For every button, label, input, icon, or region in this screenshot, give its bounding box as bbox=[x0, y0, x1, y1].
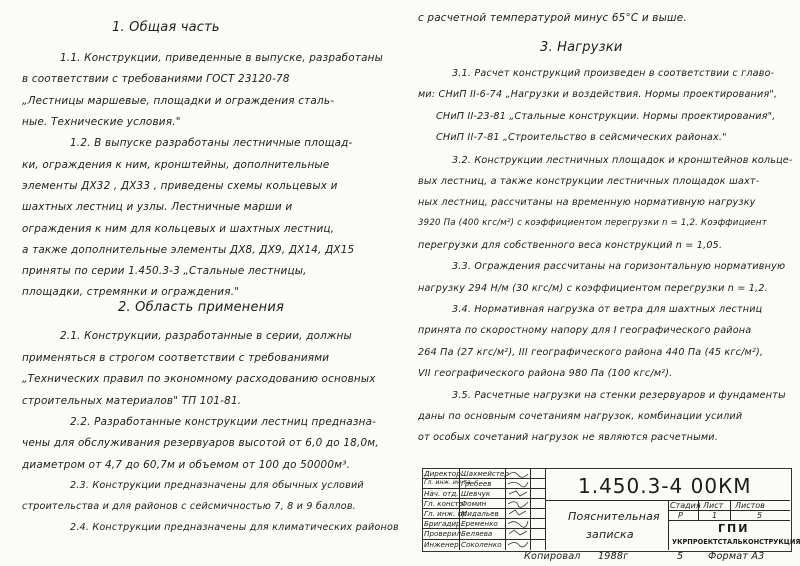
paper-format: Формат А3 bbox=[708, 551, 765, 562]
stamp-divider bbox=[530, 468, 531, 550]
paragraph-line: диаметром от 4,7 до 60,7м и объемом от 100 до 50000м³. bbox=[22, 459, 351, 471]
paragraph-line: 2.4. Конструкции предназначены для климатических районов bbox=[70, 522, 399, 533]
document-title: Пояснительная bbox=[568, 510, 660, 523]
signature-scribbles bbox=[506, 469, 530, 549]
paragraph-line: 3.2. Конструкции лестничных площадок и кронштейнов кольце- bbox=[452, 155, 793, 166]
paragraph-line: а также дополнительные элементы ДХ8, ДХ9, ДХ14, ДХ15 bbox=[22, 244, 355, 256]
paragraph-line: 2.1. Конструкции, разработанные в серии, должны bbox=[60, 330, 352, 342]
paragraph-line: ограждения к ним для кольцевых и шахтных лестниц, bbox=[22, 223, 335, 235]
paragraph-line: 3.5. Расчетные нагрузки на стенки резервуаров и фундаменты bbox=[452, 390, 786, 401]
stamp-role: Директор bbox=[424, 469, 461, 478]
paragraph-line: ных лестниц, рассчитаны на временную нормативную нагрузку bbox=[418, 197, 756, 208]
paragraph-line: 3.4. Нормативная нагрузка от ветра для шахтных лестниц bbox=[452, 304, 763, 315]
stage-value: Р bbox=[678, 511, 683, 520]
paragraph-line: вых лестниц, а также конструкции лестничных площадок шахт- bbox=[418, 176, 760, 187]
paragraph-line: СНиП II-7-81 „Строительство в сейсмических районах." bbox=[436, 132, 727, 143]
stamp-name: Беляева bbox=[461, 529, 493, 538]
paragraph-line: принята по скоростному напору для I географического района bbox=[418, 325, 752, 336]
organization-short: ГПИ bbox=[718, 522, 750, 535]
stamp-divider bbox=[668, 500, 669, 550]
stamp-name: Фомин bbox=[461, 499, 487, 508]
organization-name: УКРПРОЕКТСТАЛЬКОНСТРУКЦИЯ bbox=[672, 538, 800, 546]
sheets-header: Листов bbox=[735, 501, 765, 510]
stamp-name: Шевчук bbox=[461, 489, 491, 498]
stamp-role: Нач. отд. bbox=[424, 489, 459, 498]
stamp-divider bbox=[545, 468, 546, 550]
section-3-title: 3. Нагрузки bbox=[540, 40, 623, 55]
paragraph-line: чены для обслуживания резервуаров высотой от 6,0 до 18,0м, bbox=[22, 437, 379, 449]
document-code: 1.450.3-4 00КМ bbox=[578, 474, 752, 498]
paragraph-line: „Лестницы маршевые, площадки и ограждения сталь- bbox=[22, 95, 335, 107]
paragraph-line: в соответствии с требованиями ГОСТ 23120-78 bbox=[22, 73, 290, 85]
paragraph-line: VII географического района 980 Па (100 кгс/м²). bbox=[418, 368, 673, 379]
paragraph-line: 3.3. Ограждения рассчитаны на горизонтальную нормативную bbox=[452, 261, 786, 272]
paragraph-line: 1.1. Конструкции, приведенные в выпуске, разработаны bbox=[60, 52, 384, 64]
paragraph-line: ные. Технические условия." bbox=[22, 116, 181, 128]
document-title: записка bbox=[586, 528, 634, 541]
paragraph-line: „Технических правил по экономному расходованию основных bbox=[22, 373, 376, 385]
paragraph-line: перегрузки для собственного веса конструкций n = 1,05. bbox=[418, 240, 723, 251]
sheet-header: Лист bbox=[703, 501, 724, 510]
paragraph-line: элементы ДХ32 , ДХ33 , приведены схемы кольцевых и bbox=[22, 180, 338, 192]
paragraph-line: от особых сочетаний нагрузок не являются расчетными. bbox=[418, 432, 718, 443]
copied-year: 1988г bbox=[598, 551, 629, 562]
stamp-divider bbox=[668, 520, 790, 521]
stage-header: Стадия bbox=[670, 501, 701, 510]
stamp-role: Гл. инж. пр. bbox=[424, 509, 470, 518]
paragraph-line: строительства и для районов с сейсмичностью 7, 8 и 9 баллов. bbox=[22, 501, 356, 512]
paragraph-line: приняты по серии 1.450.3-3 „Стальные лестницы, bbox=[22, 265, 307, 277]
paragraph-line: шахтных лестниц и узлы. Лестничные марши и bbox=[22, 201, 293, 213]
paragraph-line: строительных материалов" ТП 101-81. bbox=[22, 395, 242, 407]
paragraph-line: 3920 Па (400 кгс/м²) с коэффициентом перегрузки n = 1,2. Коэффициент bbox=[418, 218, 767, 228]
paragraph-line: площадки, стремянки и ограждения." bbox=[22, 286, 240, 298]
paragraph-line: с расчетной температурой минус 65°С и выше. bbox=[418, 12, 687, 24]
stamp-role: Инженер bbox=[424, 540, 459, 549]
paragraph-line: даны по основным сочетаниям нагрузок, комбинации усилий bbox=[418, 411, 743, 422]
paragraph-line: нагрузку 294 Н/м (30 кгс/м) с коэффициентом перегрузки n = 1,2. bbox=[418, 283, 768, 294]
stamp-role: Проверил bbox=[424, 529, 461, 538]
paragraph-line: 3.1. Расчет конструкций произведен в соответствии с главо- bbox=[452, 68, 775, 79]
stamp-name: Мидальев bbox=[461, 509, 499, 518]
stamp-name: Шахмейстер bbox=[461, 469, 509, 478]
paragraph-line: применяться в строгом соответствии с требованиями bbox=[22, 352, 330, 364]
paragraph-line: 264 Па (27 кгс/м²), III географического района 440 Па (45 кгс/м²), bbox=[418, 347, 764, 358]
paragraph-line: ки, ограждения к ним, кронштейны, дополнительные bbox=[22, 159, 330, 171]
stamp-divider bbox=[668, 510, 790, 511]
copied-number: 5 bbox=[677, 551, 684, 562]
copied-label: Копировал bbox=[524, 551, 581, 562]
stamp-role: Бригадир bbox=[424, 519, 461, 528]
stamp-role: Гл. инж. ин-та bbox=[424, 479, 471, 486]
stamp-name: Еременко bbox=[461, 519, 498, 528]
sheet-value: 1 bbox=[712, 511, 718, 520]
paragraph-line: 1.2. В выпуске разработаны лестничные площад- bbox=[70, 137, 353, 149]
paragraph-line: 2.2. Разработанные конструкции лестниц предназна- bbox=[70, 416, 377, 428]
stamp-name: Гребеев bbox=[461, 479, 492, 488]
section-1-title: 1. Общая часть bbox=[112, 20, 220, 35]
stamp-role: Гл. констр. bbox=[424, 499, 466, 508]
paragraph-line: 2.3. Конструкции предназначены для обычных условий bbox=[70, 480, 364, 491]
stamp-name: Соколенко bbox=[461, 540, 502, 549]
section-2-title: 2. Область применения bbox=[118, 300, 285, 315]
sheets-value: 5 bbox=[757, 511, 763, 520]
paragraph-line: ми: СНиП II-6-74 „Нагрузки и воздействия. Нормы проектирования", bbox=[418, 89, 778, 100]
paragraph-line: СНиП II-23-81 „Стальные конструкции. Нормы проектирования", bbox=[436, 111, 776, 122]
